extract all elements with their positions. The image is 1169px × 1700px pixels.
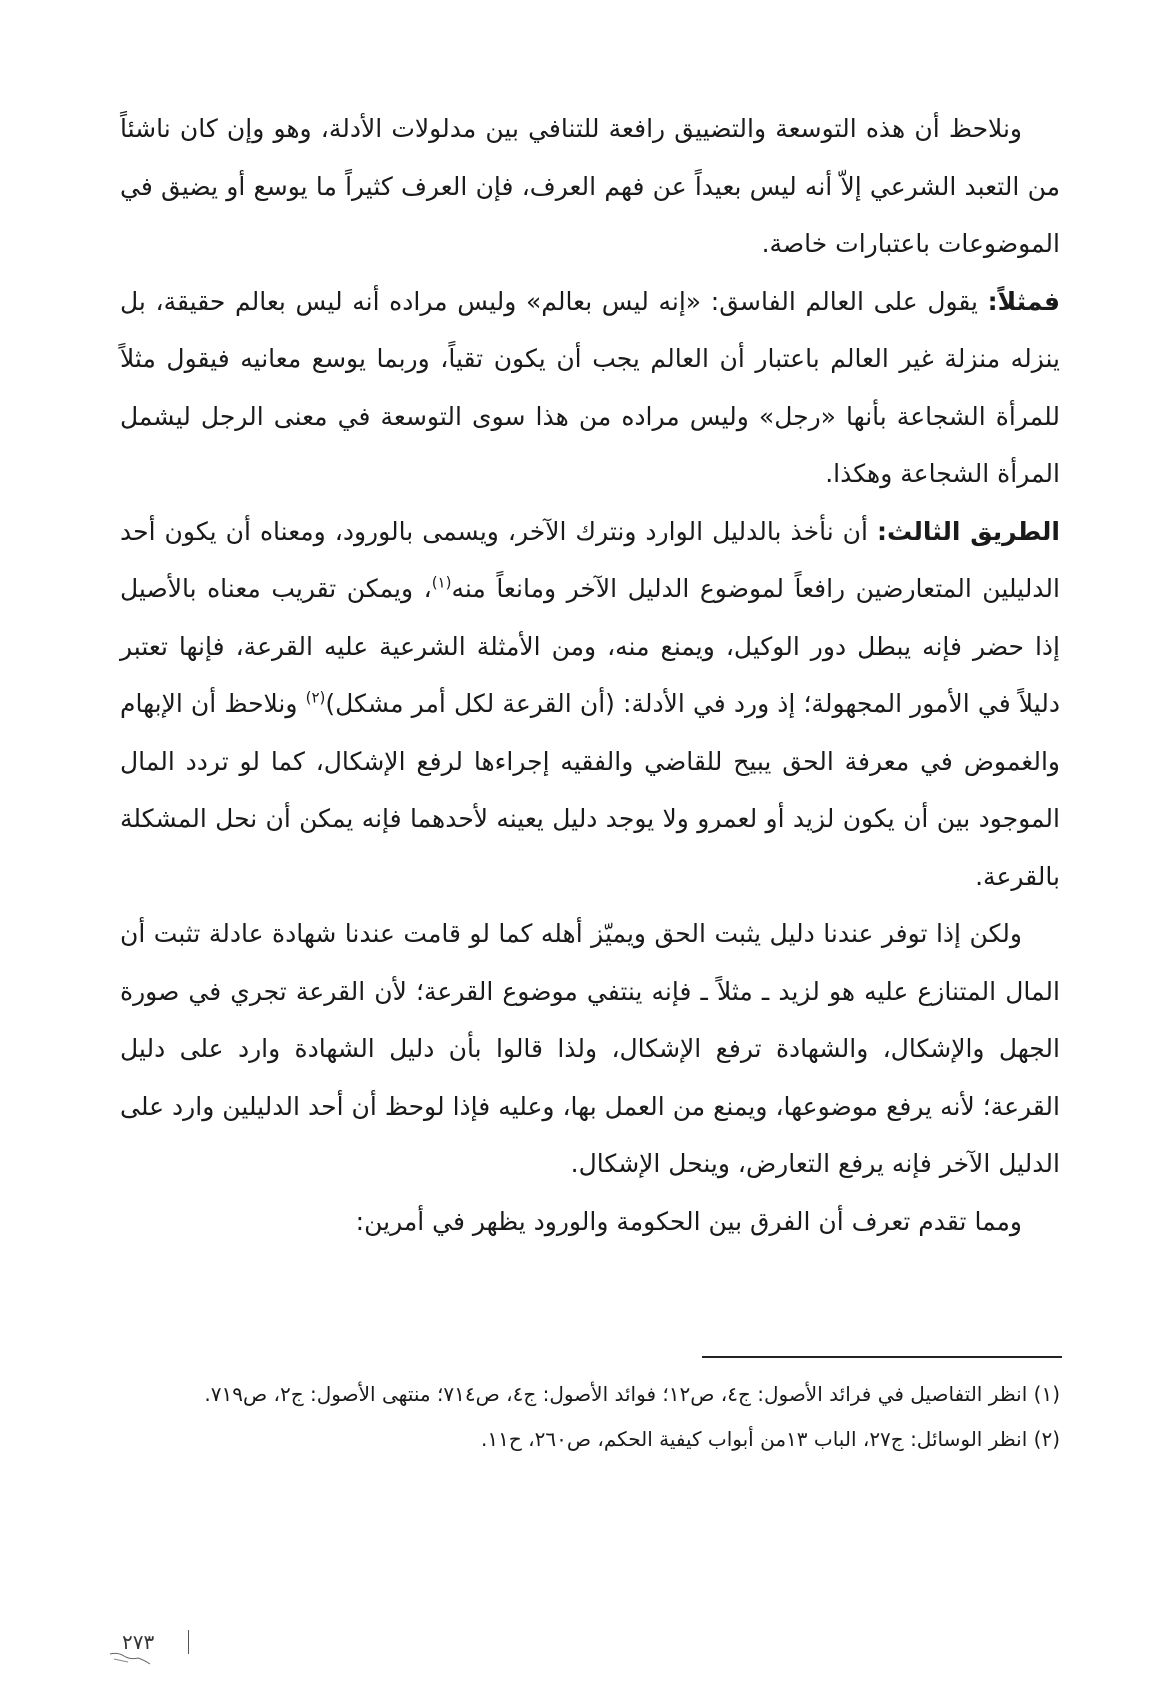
page-number-block bbox=[96, 1628, 216, 1668]
paragraph-3 bbox=[120, 503, 1060, 906]
paragraph-4: ولكن إذا توفر عندنا دليل يثبت الحق ويميّز أهله كما لو قامت عندنا شهادة عادلة تثبت أن المال المتنازع عليه هو لزيد ـ مثلاً ـ فإنه ينتفي موضوع القرعة؛ لأن القرعة تجري في صورة الجهل والإشكال، والشهادة ترفع الإشكال، ولذا قالوا بأن دليل الشهادة وارد على دليل القرعة؛ لأنه يرفع موضوعها، ويمنع من العمل بها، وعليه فإذا لوحظ أن أحد الدليلين وارد على الدليل الآخر فإنه يرفع التعارض، وينحل الإشكال. bbox=[120, 919, 1060, 1178]
footnotes bbox=[120, 1372, 1060, 1462]
footnote-2: (٢) انظر الوسائل: ج٢٧، الباب ١٣من أبواب كيفية الحكم، ص٢٦٠، ح١١. bbox=[481, 1427, 1060, 1451]
footnote-separator bbox=[702, 1356, 1062, 1358]
paragraph-3-text-a: أن نأخذ بالدليل الوارد ونترك الآخر، ويسمى بالورود، ومعناه أن يكون أحد الدليلين المتعارضين رافعاً لموضوع الدليل الآخر ومانعاً منه bbox=[120, 516, 1060, 603]
paragraph-1: ونلاحظ أن هذه التوسعة والتضييق رافعة للتنافي بين مدلولات الأدلة، وهو وإن كان ناشئاً من التعبد الشرعي إلاّ أنه ليس بعيداً عن فهم العرف، فإن العرف كثيراً ما يوسع أو يضيق في الموضوعات باعتبارات خاصة. bbox=[120, 114, 1060, 258]
paragraph-2 bbox=[120, 273, 1060, 503]
paragraph-2-lead: فمثلاً: bbox=[987, 286, 1060, 316]
paragraph-3-text-c: ونلاحظ أن الإبهام والغموض في معرفة الحق يبيح للقاضي والفقيه إجراءها لرفع الإشكال، كما لو تردد المال الموجود بين أن يكون لزيد أو لعمرو ولا يوجد دليل يعينه لأحدهما فإنه يمكن أن نحل المشكلة بالقرعة. bbox=[120, 689, 1060, 891]
page-number-divider bbox=[188, 1630, 189, 1654]
main-text bbox=[120, 100, 1060, 1250]
footnote-ref-2: (٢) bbox=[305, 688, 326, 707]
page-ornament-icon bbox=[108, 1650, 152, 1666]
paragraph-5: ومما تقدم تعرف أن الفرق بين الحكومة والورود يظهر في أمرين: bbox=[355, 1206, 1022, 1236]
paragraph-3-lead: الطريق الثالث: bbox=[877, 516, 1060, 546]
paragraph-3-text-b: ، ويمكن تقريب معناه بالأصيل إذا حضر فإنه يبطل دور الوكيل، ويمنع منه، ومن الأمثلة الشرعية عليه القرعة، فإنها تعتبر دليلاً في الأمور المجهولة؛ إذ ورد في الأدلة: (أن القرعة لكل أمر مشكل) bbox=[120, 574, 1060, 718]
paragraph-2-text: يقول على العالم الفاسق: «إنه ليس بعالم» وليس مراده أنه ليس بعالم حقيقة، بل ينزله منزلة غير العالم باعتبار أن العالم يجب أن يكون تقياً، وربما يوسع معانيه فيقول مثلاً للمرأة الشجاعة بأنها «رجل» وليس مراده من هذا سوى التوسعة في معنى الرجل ليشمل المرأة الشجاعة وهكذا. bbox=[120, 286, 1060, 488]
footnote-ref-1: (١) bbox=[431, 573, 452, 592]
footnote-1: (١) انظر التفاصيل في فرائد الأصول: ج٤، ص١٢؛ فوائد الأصول: ج٤، ص٧١٤؛ منتهى الأصول: ج٢، ص٧١٩. bbox=[204, 1382, 1060, 1406]
page-number: ٢٧٣ bbox=[122, 1630, 155, 1654]
